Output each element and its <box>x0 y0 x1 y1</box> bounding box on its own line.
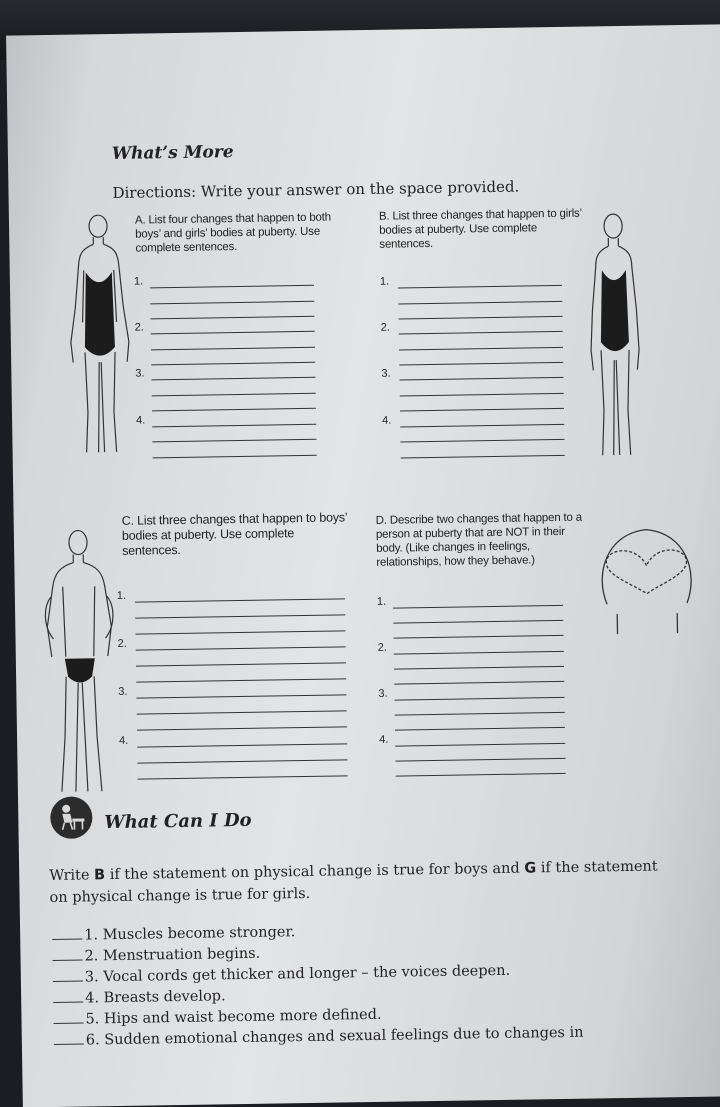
question-b-number-1: 1. <box>379 275 390 288</box>
answer-line-c-3a[interactable] <box>136 694 346 698</box>
letter-b: B <box>93 867 106 884</box>
answer-line-b-2c[interactable] <box>399 362 563 366</box>
question-d-line-4: relationships, how they behave.) <box>376 554 535 569</box>
answer-line-b-4b[interactable] <box>400 439 564 443</box>
answer-line-d-4a[interactable] <box>395 743 565 747</box>
answer-line-b-3b[interactable] <box>400 393 564 397</box>
question-c-line-1: C. List three changes that happen to boys’ <box>121 510 348 528</box>
answer-line-b-4a[interactable] <box>400 424 564 428</box>
answer-line-d-1a[interactable] <box>393 605 563 609</box>
statement-item-1: 1. Muscles become stronger. <box>52 924 295 944</box>
question-a-number-3: 3. <box>135 367 145 380</box>
section-title-whats-more: What’s More <box>111 142 234 164</box>
question-b-number-2: 2. <box>380 321 390 334</box>
answer-line-d-2a[interactable] <box>394 651 564 655</box>
answer-line-a-4b[interactable] <box>152 439 316 443</box>
answer-line-d-1b[interactable] <box>393 620 563 624</box>
answer-line-c-1c[interactable] <box>135 630 345 634</box>
answer-line-c-2b[interactable] <box>136 662 346 666</box>
answer-line-c-4c[interactable] <box>138 775 348 779</box>
answer-line-c-2c[interactable] <box>136 678 346 682</box>
question-b-number-4: 4. <box>382 414 392 427</box>
question-b-line-3: sentences. <box>379 237 434 251</box>
question-d-line-3: body. (Like changes in feelings, <box>376 540 531 555</box>
answer-line-a-3a[interactable] <box>151 377 315 381</box>
answer-line-b-3a[interactable] <box>399 377 563 381</box>
answer-line-c-3b[interactable] <box>137 710 347 714</box>
answer-line-b-1c[interactable] <box>399 316 563 320</box>
answer-line-b-3c[interactable] <box>400 408 564 412</box>
answer-line-c-1b[interactable] <box>135 614 345 618</box>
statement-item-5: 5. Hips and waist become more defined. <box>53 1007 381 1028</box>
answer-line-b-1a[interactable] <box>398 285 562 289</box>
answer-line-c-4a[interactable] <box>137 743 347 747</box>
what-can-i-do-instruction: Write B if the statement on physical change is true for boys and G if the statement on physical change is true for girls. <box>49 858 658 907</box>
heart-head-figure <box>586 513 708 635</box>
answer-line-d-2c[interactable] <box>394 681 564 685</box>
worksheet-page <box>6 24 720 1107</box>
answer-line-a-1b[interactable] <box>150 301 314 305</box>
answer-blank-5[interactable] <box>54 1023 84 1024</box>
answer-line-c-1a[interactable] <box>135 598 345 602</box>
answer-line-d-1c[interactable] <box>394 635 564 639</box>
female-figure-left <box>63 212 137 463</box>
answer-line-d-4c[interactable] <box>396 773 566 777</box>
question-a-number-1: 1. <box>133 275 144 288</box>
answer-line-d-3b[interactable] <box>395 712 565 716</box>
statement-item-4: 4. Breasts develop. <box>53 988 226 1007</box>
answer-blank-3[interactable] <box>53 981 83 982</box>
question-d-line-2: person at puberty that are NOT in their <box>375 525 565 541</box>
answer-line-a-2c[interactable] <box>151 362 315 366</box>
answer-blank-2[interactable] <box>53 960 83 961</box>
male-figure <box>38 526 122 797</box>
question-b-line-1: B. List three changes that happen to girls’ <box>378 207 583 223</box>
answer-line-d-3a[interactable] <box>395 697 565 701</box>
answer-line-b-4c[interactable] <box>401 455 565 459</box>
question-c-line-3: sentences. <box>122 542 181 558</box>
question-d-prompt <box>376 511 587 570</box>
question-d-number-3: 3. <box>378 687 388 700</box>
question-d-number-2: 2. <box>377 641 387 654</box>
question-c-number-4: 4. <box>119 734 129 747</box>
answer-line-c-4b[interactable] <box>137 759 347 763</box>
question-c-number-3: 3. <box>118 685 128 698</box>
question-c-prompt <box>122 510 363 559</box>
answer-blank-6[interactable] <box>54 1044 84 1045</box>
question-c-number-1: 1. <box>116 589 127 602</box>
question-b-line-2: bodies at puberty. Use complete <box>379 222 538 237</box>
answer-line-a-3c[interactable] <box>152 408 316 412</box>
answer-line-a-3b[interactable] <box>152 393 316 397</box>
answer-line-a-1a[interactable] <box>150 285 314 289</box>
answer-line-d-4b[interactable] <box>395 758 565 762</box>
question-d-number-1: 1. <box>376 595 387 608</box>
directions-text: Directions: Write your answer on the space provided. <box>112 177 520 202</box>
answer-line-b-1b[interactable] <box>398 301 562 305</box>
question-b-prompt <box>379 206 590 251</box>
answer-blank-4[interactable] <box>53 1002 83 1003</box>
question-a-line-1: A. List four changes that happen to both <box>134 211 331 227</box>
answer-line-c-3c[interactable] <box>137 726 347 730</box>
answer-line-c-2a[interactable] <box>136 646 346 650</box>
answer-blank-1[interactable] <box>52 939 82 940</box>
question-a-line-2: boys’ and girls’ bodies at puberty. Use <box>135 225 321 241</box>
statement-item-3: 3. Vocal cords get thicker and longer – the voices deepen. <box>53 963 511 986</box>
question-d-number-4: 4. <box>379 733 389 746</box>
answer-line-b-2a[interactable] <box>399 331 563 335</box>
activity-icon <box>50 796 93 839</box>
question-a-number-2: 2. <box>134 321 144 334</box>
question-d-line-1: D. Describe two changes that happen to a <box>375 511 582 527</box>
person-at-desk-icon <box>50 796 93 839</box>
question-a-line-3: complete sentences. <box>135 241 238 255</box>
answer-line-d-2b[interactable] <box>394 666 564 670</box>
question-c-number-2: 2. <box>117 637 127 650</box>
answer-line-b-2b[interactable] <box>399 347 563 351</box>
female-figure-right <box>581 210 649 461</box>
answer-line-a-2b[interactable] <box>151 347 315 351</box>
question-a-number-4: 4. <box>136 414 146 427</box>
question-c-line-2: bodies at puberty. Use complete <box>121 526 295 543</box>
answer-line-a-2a[interactable] <box>151 331 315 335</box>
statement-item-2: 2. Menstruation begins. <box>52 946 260 965</box>
statement-item-6: 6. Sudden emotional changes and sexual feelings due to changes in <box>54 1025 584 1049</box>
answer-line-a-1c[interactable] <box>151 316 315 320</box>
letter-g: G <box>524 860 537 877</box>
section-title-what-can-i-do: What Can I Do <box>104 809 252 834</box>
question-b-number-3: 3. <box>381 367 391 380</box>
answer-line-a-4c[interactable] <box>153 455 317 459</box>
answer-line-a-4a[interactable] <box>152 424 316 428</box>
question-a-prompt <box>135 210 336 255</box>
answer-line-d-3c[interactable] <box>395 727 565 731</box>
